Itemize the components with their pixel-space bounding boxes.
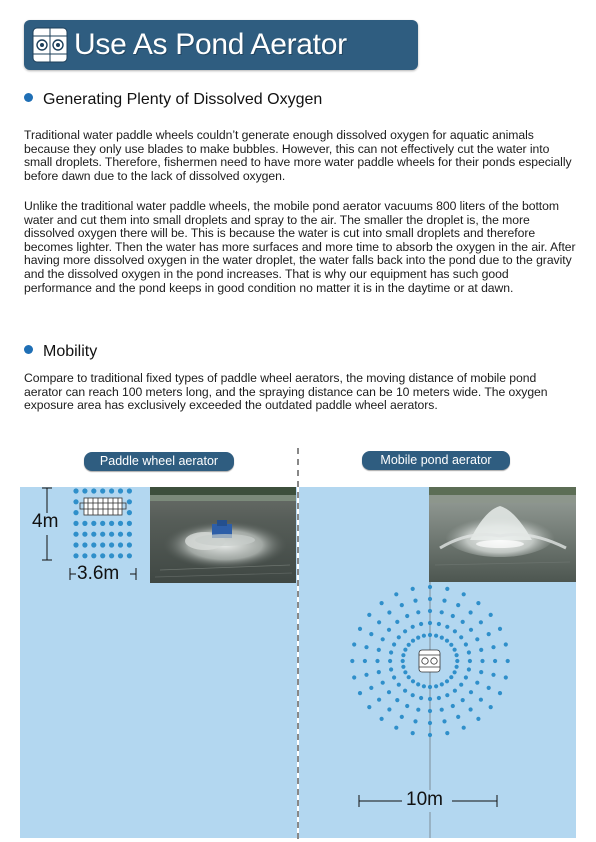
spray-dot: [428, 597, 432, 601]
spray-dot: [389, 650, 393, 654]
spray-dot: [127, 510, 132, 515]
spray-dot: [428, 621, 432, 625]
spray-dot: [469, 707, 473, 711]
spray-dot: [82, 521, 87, 526]
spray-dot: [459, 635, 463, 639]
spray-dot: [82, 488, 87, 493]
spray-dot: [476, 717, 480, 721]
spray-dot: [358, 691, 362, 695]
spray-dot: [73, 532, 78, 537]
spray-dot: [387, 690, 391, 694]
comparison-diagram: [0, 440, 596, 842]
spray-dot: [127, 521, 132, 526]
right-width-label: 10m: [406, 789, 443, 810]
spray-dot: [392, 675, 396, 679]
spray-dot: [388, 659, 392, 663]
spray-dot: [82, 542, 87, 547]
spray-dot: [73, 499, 78, 504]
spray-dot: [476, 601, 480, 605]
spray-dot: [109, 532, 114, 537]
spray-dot: [380, 601, 384, 605]
spray-dot: [455, 665, 459, 669]
spray-dot: [387, 628, 391, 632]
spray-dot: [109, 542, 114, 547]
spray-dot: [411, 639, 415, 643]
spray-dot: [73, 553, 78, 558]
spray-dot: [440, 610, 444, 614]
spray-dot: [464, 675, 468, 679]
spray-dot: [377, 620, 381, 624]
spray-dot: [428, 685, 432, 689]
spray-dot: [403, 648, 407, 652]
spray-dot: [127, 488, 132, 493]
spray-dot: [489, 705, 493, 709]
spray-dot: [91, 521, 96, 526]
spray-dot: [118, 521, 123, 526]
spray-dot: [469, 628, 473, 632]
spray-dot: [91, 532, 96, 537]
spray-dot: [82, 553, 87, 558]
spray-dot: [480, 659, 484, 663]
spray-dot: [401, 659, 405, 663]
spray-dot: [380, 717, 384, 721]
spray-dot: [434, 684, 438, 688]
spray-dot: [468, 659, 472, 663]
spray-dot: [109, 521, 114, 526]
spray-dot: [405, 614, 409, 618]
spray-dot: [479, 620, 483, 624]
spray-dot: [363, 659, 367, 663]
spray-dot: [118, 488, 123, 493]
spray-dot: [100, 532, 105, 537]
spray-dot: [462, 592, 466, 596]
spray-dot: [487, 686, 491, 690]
spray-dot: [475, 637, 479, 641]
spray-dot: [118, 532, 123, 537]
spray-dot: [428, 733, 432, 737]
spray-dot: [467, 667, 471, 671]
spray-dot: [445, 693, 449, 697]
spray-dot: [442, 599, 446, 603]
spray-dot: [451, 704, 455, 708]
spray-dot: [440, 682, 444, 686]
spray-dot: [453, 689, 457, 693]
spray-dot: [459, 683, 463, 687]
spray-dot: [437, 696, 441, 700]
spray-dot: [397, 635, 401, 639]
page-header: [24, 20, 418, 70]
spray-dot: [475, 681, 479, 685]
section-heading-text: Generating Plenty of Dissolved Oxygen: [43, 91, 323, 108]
spray-dot: [381, 637, 385, 641]
spray-dot: [387, 707, 391, 711]
spray-dot: [403, 629, 407, 633]
left-width-label: 3.6m: [77, 563, 120, 584]
mobile-aerator-icon: [419, 650, 440, 672]
spray-dot: [428, 585, 432, 589]
spray-dot: [100, 521, 105, 526]
spray-dot: [462, 726, 466, 730]
spray-dot: [479, 698, 483, 702]
spray-dot: [451, 614, 455, 618]
spray-dot: [428, 709, 432, 713]
spray-dot: [377, 648, 381, 652]
spray-dot: [395, 698, 399, 702]
spray-dot: [82, 532, 87, 537]
aerator-device-icon: [32, 26, 68, 64]
spray-dot: [504, 675, 508, 679]
spray-dot: [358, 627, 362, 631]
spray-dot: [469, 690, 473, 694]
spray-dot: [445, 625, 449, 629]
spray-dot: [397, 683, 401, 687]
spray-dot: [73, 521, 78, 526]
spray-dot: [400, 715, 404, 719]
spray-dot: [91, 488, 96, 493]
spray-dot: [491, 645, 495, 649]
spray-dot: [400, 603, 404, 607]
spray-dot: [419, 696, 423, 700]
fountain-aerator-photo: [429, 487, 576, 582]
bullet-icon: [24, 345, 33, 354]
spray-dot: [453, 629, 457, 633]
spray-dot: [416, 682, 420, 686]
section-heading-oxygen: [24, 90, 322, 110]
page-title: Use As Pond Aerator: [74, 28, 347, 61]
spray-dot: [428, 609, 432, 613]
spray-dot: [455, 659, 459, 663]
spray-dot: [369, 632, 373, 636]
spray-dot: [445, 679, 449, 683]
spray-dot: [464, 642, 468, 646]
section-heading-mobility: [24, 342, 97, 362]
spray-dot: [411, 679, 415, 683]
spray-dot: [416, 610, 420, 614]
spray-dot: [456, 603, 460, 607]
spray-dot: [405, 704, 409, 708]
spray-dot: [127, 542, 132, 547]
spray-dot: [411, 731, 415, 735]
paragraph: Traditional water paddle wheels couldn’t generate enough dissolved oxygen for aquatic animals because they only use blades to make bubbles. However, this can not effectively cut the water into small droplets. Therefore, fishermen need to have more water paddle wheels for their ponds especially before dawn due to the lack of dissolved oxygen.: [24, 128, 572, 183]
spray-dot: [449, 675, 453, 679]
spray-dot: [73, 510, 78, 515]
spray-dot: [428, 697, 432, 701]
paragraph: Unlike the traditional water paddle wheels, the mobile pond aerator vacuums 800 liters of the bottom water and cut them into small droplets and spray to the air. The smaller the droplet is, the more dissolved oxygen there will be. This is because the water is cut into small droplets and therefore becomes lighter. Then the water has more surfaces and more time to absorb the oxygen in the air. After having more dissolved oxygen in the water droplet, the water falls back into the pond due to the gravity and the dissolved oxygen in the pond increases. That is why our equipment has such good performance and the pond keeps in good condition no matter it is in the daytime or at dawn.: [24, 199, 576, 295]
spray-dot: [364, 645, 368, 649]
spray-dot: [479, 670, 483, 674]
bullet-icon: [24, 93, 33, 102]
spray-dot: [479, 648, 483, 652]
spray-dot: [416, 708, 420, 712]
spray-dot: [493, 659, 497, 663]
spray-dot: [403, 689, 407, 693]
spray-dot: [434, 634, 438, 638]
mobile-aerator-label: Mobile pond aerator: [362, 451, 510, 470]
spray-dot: [118, 553, 123, 558]
spray-dot: [381, 681, 385, 685]
spray-dot: [401, 653, 405, 657]
spray-dot: [445, 639, 449, 643]
spray-dot: [73, 488, 78, 493]
spray-dot: [428, 721, 432, 725]
spray-dot: [455, 653, 459, 657]
spray-dot: [456, 715, 460, 719]
spray-dot: [445, 587, 449, 591]
paddle-wheel-label: Paddle wheel aerator: [84, 452, 234, 471]
spray-dot: [127, 532, 132, 537]
paragraph: Compare to traditional fixed types of paddle wheel aerators, the moving distance of mobile pond aerator can reach 100 meters long, and the spraying distance can be 10 meters wide. The oxygen exposure area has exclusively exceeded the outdated paddle wheel aerators.: [24, 371, 548, 413]
spray-dot: [413, 719, 417, 723]
spray-dot: [440, 636, 444, 640]
spray-dot: [453, 670, 457, 674]
spray-dot: [127, 499, 132, 504]
spray-dot: [392, 642, 396, 646]
spray-dot: [369, 686, 373, 690]
spray-dot: [442, 719, 446, 723]
spray-dot: [109, 488, 114, 493]
spray-dot: [100, 553, 105, 558]
spray-dot: [416, 636, 420, 640]
spray-dot: [375, 659, 379, 663]
spray-dot: [411, 625, 415, 629]
spray-dot: [422, 634, 426, 638]
spray-dot: [91, 553, 96, 558]
spray-dot: [352, 675, 356, 679]
spray-dot: [506, 659, 510, 663]
spray-dot: [411, 693, 415, 697]
spray-dot: [419, 622, 423, 626]
spray-dot: [437, 622, 441, 626]
spray-dot: [491, 673, 495, 677]
spray-dot: [407, 675, 411, 679]
spray-dot: [411, 587, 415, 591]
spray-dot: [403, 670, 407, 674]
section-heading-text: Mobility: [43, 343, 98, 360]
paddle-wheel-icon: [80, 498, 126, 515]
spray-dot: [453, 648, 457, 652]
spray-dot: [395, 620, 399, 624]
spray-dot: [467, 650, 471, 654]
spray-dot: [445, 731, 449, 735]
spray-dot: [387, 610, 391, 614]
spray-dot: [100, 542, 105, 547]
spray-dot: [352, 642, 356, 646]
spray-dot: [367, 705, 371, 709]
spray-dot: [422, 684, 426, 688]
spray-dot: [487, 632, 491, 636]
spray-dot: [127, 553, 132, 558]
spray-dot: [389, 667, 393, 671]
spray-dot: [401, 665, 405, 669]
spray-dot: [461, 620, 465, 624]
spray-dot: [364, 673, 368, 677]
spray-dot: [350, 659, 354, 663]
spray-dot: [407, 643, 411, 647]
spray-dot: [469, 610, 473, 614]
spray-dot: [109, 553, 114, 558]
spray-dot: [461, 698, 465, 702]
spray-dot: [100, 488, 105, 493]
spray-dot: [377, 698, 381, 702]
height-label: 4m: [32, 511, 59, 532]
spray-dot: [91, 542, 96, 547]
spray-dot: [394, 592, 398, 596]
spray-dot: [449, 643, 453, 647]
spray-dot: [498, 627, 502, 631]
spray-dot: [504, 642, 508, 646]
spray-dot: [73, 542, 78, 547]
spray-dot: [489, 613, 493, 617]
spray-dot: [440, 708, 444, 712]
spray-dot: [118, 542, 123, 547]
spray-dot: [377, 670, 381, 674]
paddle-wheel-photo: [150, 487, 296, 583]
spray-dot: [413, 599, 417, 603]
spray-dot: [394, 726, 398, 730]
spray-dot: [367, 613, 371, 617]
spray-dot: [428, 633, 432, 637]
spray-dot: [498, 691, 502, 695]
